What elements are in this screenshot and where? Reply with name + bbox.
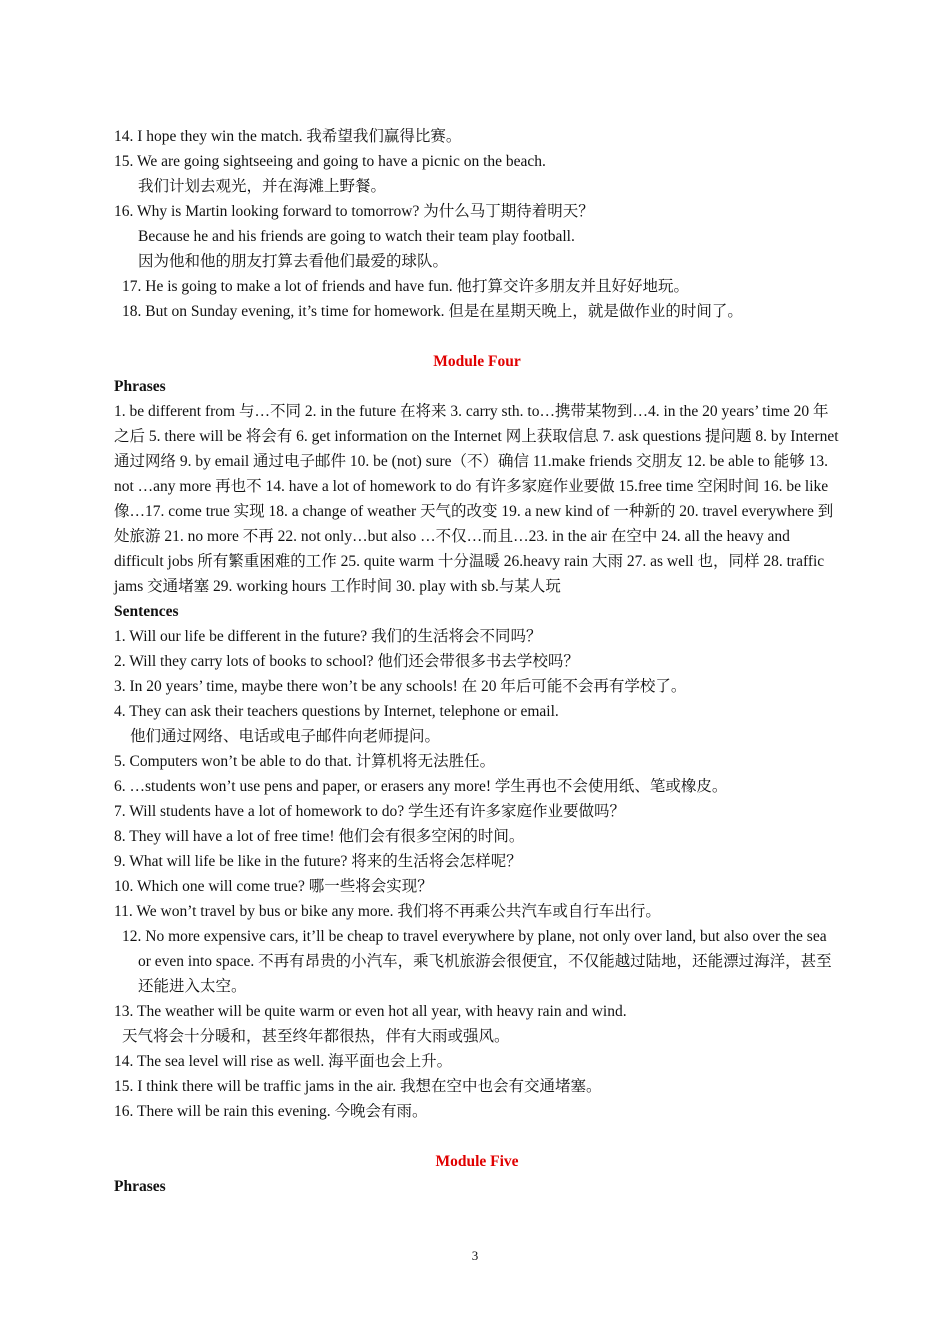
translation-line: 他们通过网络、电话或电子邮件向老师提问。 xyxy=(130,728,441,745)
module-five-title: Module Five xyxy=(435,1153,519,1170)
sentence-line: 16. There will be rain this evening. 今晚会有雨。 xyxy=(114,1103,428,1120)
phrases-heading: Phrases xyxy=(114,1178,166,1195)
sentence-line: 6. …students won’t use pens and paper, or erasers any more! 学生再也不会使用纸、笔或橡皮。 xyxy=(114,778,728,795)
sentence-line: 15. I think there will be traffic jams in the air. 我想在空中也会有交通堵塞。 xyxy=(114,1078,602,1095)
sentence-line: 16. Why is Martin looking forward to tomorrow? 为什么马丁期待着明天？ xyxy=(114,203,594,220)
sentence-line: 14. The sea level will rise as well. 海平面也会上升。 xyxy=(114,1053,453,1070)
sentences-heading: Sentences xyxy=(114,603,179,620)
sentence-line: 15. We are going sightseeing and going to have a picnic on the beach. xyxy=(114,153,546,170)
page-content xyxy=(114,124,840,1199)
sentence-line: 8. They will have a lot of free time! 他们会有很多空闲的时间。 xyxy=(114,828,525,845)
sentence-line: 14. I hope they win the match. 我希望我们赢得比赛。 xyxy=(114,128,462,145)
module-four-title: Module Four xyxy=(433,353,521,370)
sentence-line: 3. In 20 years’ time, maybe there won’t be any schools! 在 20 年后可能不会再有学校了。 xyxy=(114,678,687,695)
sentence-line: 7. Will students have a lot of homework to do? 学生还有许多家庭作业要做吗？ xyxy=(114,803,625,820)
sentence-line: 11. We won’t travel by bus or bike any more. 我们将不再乘公共汽车或自行车出行。 xyxy=(114,903,661,920)
phrases-paragraph: 1. be different from 与…不同 2. in the future 在将来 3. carry sth. to…携带某物到…4. in the 20 years’ time 20 年之后 5. there will be 将会有 6. get information on the Internet 网上获取信息 7. ask questions 提问题 8. by Internet 通过网络 9. by email 通过电子邮件 10. be (not) sure（不）确信 11.make friends 交朋友 12. be able to 能够 13. not …any more 再也不 14. have a lot of homework to do 有许多家庭作业要做 15.free time 空闲时间 16. be like 像…17. come true 实现 18. a change of weather 天气的改变 19. a new kind of 一种新的 20. travel everywhere 到处旅游 21. no more 不再 22. not only…but also …不仅…而且…23. in the air 在空中 24. all the heavy and difficult jobs 所有繁重困难的工作 25. quite warm 十分温暖 26.heavy rain 大雨 27. as well 也，同样 28. traffic jams 交通堵塞 29. working hours 工作时间 30. play with sb.与某人玩 xyxy=(114,403,839,595)
sentence-line: 10. Which one will come true? 哪一些将会实现？ xyxy=(114,878,433,895)
sentence-line: 18. But on Sunday evening, it’s time for homework. 但是在星期天晚上，就是做作业的时间了。 xyxy=(122,303,743,320)
sentence-line: Because he and his friends are going to watch their team play football. xyxy=(138,228,575,245)
sentence-line: 5. Computers won’t be able to do that. 计算机将无法胜任。 xyxy=(114,753,496,770)
sentence-line: 1. Will our life be different in the future? 我们的生活将会不同吗？ xyxy=(114,628,542,645)
sentence-line: 4. They can ask their teachers questions by Internet, telephone or email. xyxy=(114,703,559,720)
sentence-line: 9. What will life be like in the future? 将来的生活将会怎样呢？ xyxy=(114,853,522,870)
translation-line: 天气将会十分暖和，甚至终年都很热，伴有大雨或强风。 xyxy=(122,1028,510,1045)
phrases-heading: Phrases xyxy=(114,378,166,395)
page-number: 3 xyxy=(471,1248,479,1263)
sentence-line: 2. Will they carry lots of books to school? 他们还会带很多书去学校吗？ xyxy=(114,653,579,670)
translation-line: 我们计划去观光，并在海滩上野餐。 xyxy=(138,178,387,195)
translation-line: 因为他和他的朋友打算去看他们最爱的球队。 xyxy=(138,253,449,270)
sentence-line: 13. The weather will be quite warm or even hot all year, with heavy rain and wind. xyxy=(114,1003,627,1020)
sentence-paragraph: 12. No more expensive cars, it’ll be cheap to travel everywhere by plane, not only over land, but also over the sea or even into space. 不再有昂贵的小汽车，乘飞机旅游会很便宜，不仅能越过陆地，还能漂过海洋，甚至还能进入太空。 xyxy=(122,928,832,995)
sentence-line: 17. He is going to make a lot of friends and have fun. 他打算交许多朋友并且好好地玩。 xyxy=(122,278,689,295)
